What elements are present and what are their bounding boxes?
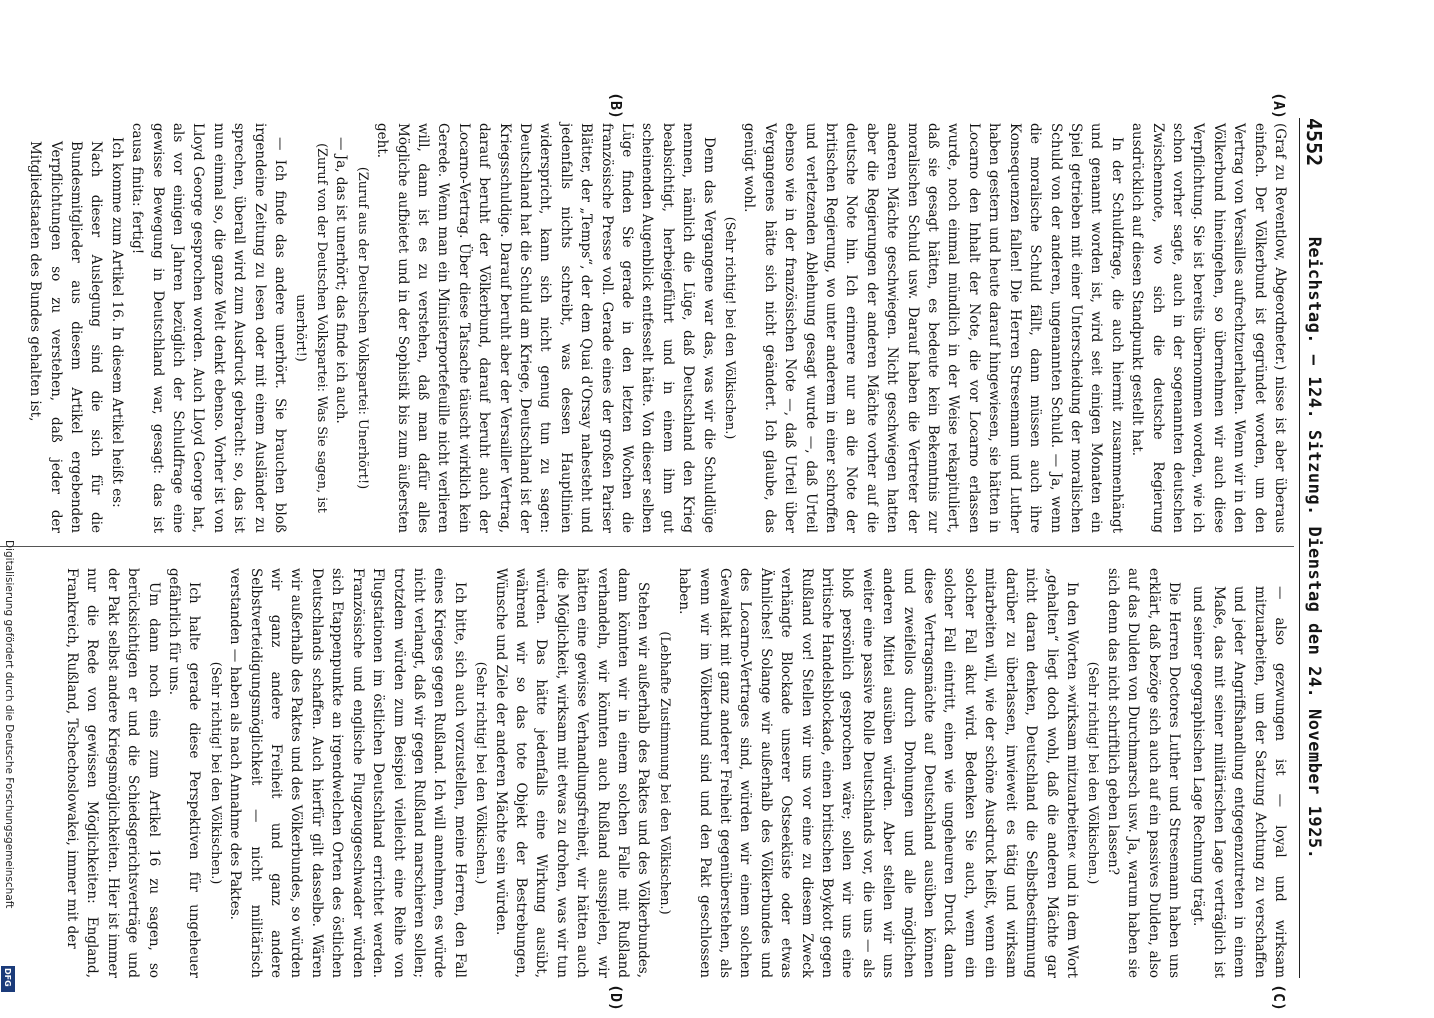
column-divider (0, 546, 1294, 547)
page-number: 4552 (1302, 118, 1326, 167)
left-column (25, 123, 1290, 533)
paragraph: — Ja, das ist unerhört; das finde ich auch. (333, 137, 350, 424)
running-title: Reichstag. — 124. Sitzung. Dienstag den 24. November 1925. (1304, 236, 1324, 860)
header-rule (1299, 118, 1300, 978)
digitization-credit (1, 540, 15, 980)
quoted-block: Nach dieser Auslegung sind die sich für die Bundesmitglieder aus diesem Artikel ergebenden Verpflichtungen so zu verstehen, daß jeder der Mitgliedstaaten des Bundes gehalten ist, (27, 141, 105, 533)
interjection: (Sehr richtig! bei den Völkischen.) (473, 661, 489, 885)
page-header (1302, 118, 1330, 978)
paragraph: Denn das Vergangene war das, was wir die Schuldlüge nennen, nämlich die Lüge, daß Deutschland den Krieg beabsichtigt, herbeigeführt und in einem ihm gut scheinenden Augenblick entfesselt hätte. Von dieser selben Lüge finden Sie gerade in den letzten Wochen die französische Presse voll. Gerade eines der großen Pariser Blätter, der „Temps“, der dem Quai d'Orsay nahesteht und jedenfalls nichts schreibt, was dessen Hauptlinien widerspricht, kann sich nicht genug tun zu sagen: Deutschland hat die Schuld am Kriege, Deutschland ist der Kriegsschuldige. Darauf beruht aber der Versailler Vertrag, darauf beruht der Völkerbund, darauf beruht auch der Locarno-Vertrag. Über diese Tatsache täuscht wirklich kein Gerede. Wenn man ein Ministerportefeuille nicht verlieren will, dann ist es zu verstehen, daß man dafür alles Mögliche aufbietet und in der Sophistik bis zum äußersten geht. (374, 123, 717, 533)
interjection: (Lebhafte Zustimmung bei den Völkischen.) (656, 631, 672, 915)
digitization-credit-text: Digitalisierung gefördert durch die Deutsche Forschungsgemeinschaft (3, 540, 15, 909)
paragraph: Ich komme zum Artikel 16. In diesem Artikel heißt es: (108, 137, 125, 508)
paragraph: Die Herren Doctores Luther und Stresemann haben uns erklärt, daß bezöge sich auch auf ein passives Dulden, also auf das Dulden von Durchmarsch usw. Ja, warum haben sie sich denn das nicht schriftlich geben lassen? (1104, 568, 1182, 978)
interjection: (Sehr richtig! bei den Völkischen.) (1085, 661, 1101, 885)
paragraph: Ich halte gerade diese Perspektiven für ungeheuer gefährlich für uns. (166, 568, 203, 978)
paragraph: Ich bitte, sich auch vorzustellen, meine Herren, den Fall eines Krieges gegen Rußland. Ich will annehmen, es würde nicht verlangt, daß wir gegen Rußland marschieren sollen; trotzdem würden zum Beispiel vielleicht eine Reihe von Flugstationen im östlichen Deutschland errichtet werden. Französische und englische Flugzeuggeschwader würden sich Etappenpunkte an irgendwelchen Orten des östlichen Deutschlands schaffen. Auch hierfür gilt dasselbe. Wären wir außerhalb des Paktes und des Völkerbundes, so würden wir ganz andere Freiheit und ganz andere Selbstverteidigungsmöglichkeit — nicht militärisch verstanden — haben als nach Annahme des Paktes. (227, 568, 468, 978)
margin-marker-b: (B) (607, 92, 625, 120)
margin-marker-d: (D) (607, 984, 625, 1012)
interjection: (Zuruf aus der Deutschen Volkspartei: Unerhört!) (354, 166, 370, 490)
paragraph: In der Schuldfrage, die auch hiermit zusammenhängt und genannt worden ist, wird seit einigen Monaten ein Spiel getrieben mit einer Unterscheidung der moralischen Schuld von der anderen, ungenannten Schuld. — Ja, wenn die moralische Schuld fällt, dann müssen auch ihre Konsequenzen fallen! Die Herren Stresemann und Luther haben gestern und heute darauf hingewiesen, sie hätten in Locarno den Inhalt der Note, die vor Locarno erlassen wurde, noch einmal mündlich in der Weise rekapituliert, daß sie gesagt hätten, es bedeute kein Bekenntnis zur moralischen Schuld usw. Darauf haben die Vertreter der anderen Mächte geschwiegen. Nicht geschwiegen hatten aber die Regierungen der anderen Mächte vorher auf die deutsche Note hin. Ich erinnere nur an die Note der britischen Regierung, wo unter anderem in einer schroffen und verletzenden Ablehnung gesagt wurde —, daß Urteil ebenso wie in der französischen Note —, daß Urteil über Vergangenes hätte sich nicht geändert. Ich glaube, das genügt wohl. (741, 123, 1125, 533)
dfg-logo-text: DFG (3, 968, 12, 987)
paragraph: Um dann noch eins zum Artikel 16 zu sagen, so berücksichtigen er und die Schiedsgerichtsverträge und der Pakt selbst andere Kriegsmöglichkeiten. Hier ist immer nur die Rede von gewissen Möglichkeiten: England, Frankreich, Rußland, Tschechoslowakei, immer mit der (64, 568, 162, 978)
margin-marker-c: (C) (1270, 984, 1288, 1012)
interjection: (Zuruf von der Deutschen Volkspartei: Was Sie sagen, ist unerhört!) (293, 143, 329, 513)
right-column (62, 568, 1290, 978)
document-page (0, 78, 1330, 1018)
paragraph: In den Worten »wirksam mitzuarbeiten« und in dem Wort „gehalten“ liegt doch wohl, daß die anderen Mächte gar nicht daran denken, Deutschland die Selbstbestimmung darüber zu überlassen, inwieweit es tätig und wirksam mitarbeiten will, wie der schöne Ausdruck heißt, wenn ein solcher Fall akut wird. Bedenken Sie auch, wenn ein solcher Fall eintritt, einen wie ungeheuren Druck dann diese Vertragsmächte auf Deutschland ausüben können und zweifellos durch Drohungen und alle möglichen anderen Mittel ausüben würden. Aber stellen wir uns weiter eine passive Rolle Deutschlands vor, die uns — als bloß persönlich gesprochen wäre; sollen wir uns eine britische Handelsblockade, einen britischen Boykott gegen Rußland vor! Stellen wir uns vor eine zu diesem Zweck verhängte Blockade unserer Ostseeküste oder etwas Ähnliches! Solange wir außerhalb des Völkerbundes und des Locarno-Vertrages sind, würden wir einem solchen Gewaltakt mit ganz anderer Freiheit gegenüberstehen, als wenn wir im Völkerbund sind und den Pakt geschlossen haben. (676, 568, 1080, 978)
margin-marker-a: (A) (1270, 92, 1288, 120)
dfg-logo (1, 966, 15, 992)
interjection: (Sehr richtig! bei den Völkischen.) (722, 216, 738, 440)
interjection: (Sehr richtig! bei den Völkischen.) (207, 661, 223, 885)
paragraph: — Ich finde das andere unerhört. Sie brauchen bloß irgendeine Zeitung zu lesen oder mit einem Ausländer zu sprechen, überall wird zum Ausdruck gebracht: so, das ist nun einmal so, die ganze Welt denkt ebenso. Vorher ist von Lloyd George gesprochen worden. Auch Lloyd George hat, als vor einigen Jahren bezüglich der Schuldfrage eine gewisse Bewegung in Deutschland war, gesagt: das ist causa finita: fertig! (129, 123, 289, 533)
paragraph: Stehen wir außerhalb des Paktes und des Völkerbundes, dann könnten wir in einem solchen Falle mit Rußland verhandeln, wir könnten auch Rußland ausspielen, wir hätten eine gewisse Verhandlungsfreiheit, wir hätten auch die Möglichkeit, wirksam mit etwas zu drohen, was wir tun würden. Das hätte jedenfalls eine Wirkung ausübt, während wir so das tote Objekt der Bestrebungen, Wünsche und Ziele der anderen Mächte sein würden. (492, 568, 652, 978)
quoted-block: — also gezwungen ist — loyal und wirksam mitzuarbeiten, um der Satzung Achtung zu verschaffen und jeder Angriffshandlung entgegenzutreten in einem Maße, das mit seiner militärischen Lage verträglich ist und seiner geographischen Lage Rechnung trägt. (1190, 586, 1288, 978)
paragraph: (Graf zu Reventlow, Abgeordneter.) nisse ist aber überaus einfach. Der Völkerbund ist gegründet worden, um den Vertrag von Versailles aufrechtzuerhalten. Wenn wir in den Völkerbund hineingehen, so übernehmen wir auch diese Verpflichtung. Sie ist bereits übernommen worden, wie ich schon vorher sagte, auch in der sogenannten deutschen Zwischennote, wo sich die deutsche Regierung ausdrücklich auf diesen Standpunkt gestellt hat. (1129, 123, 1288, 533)
